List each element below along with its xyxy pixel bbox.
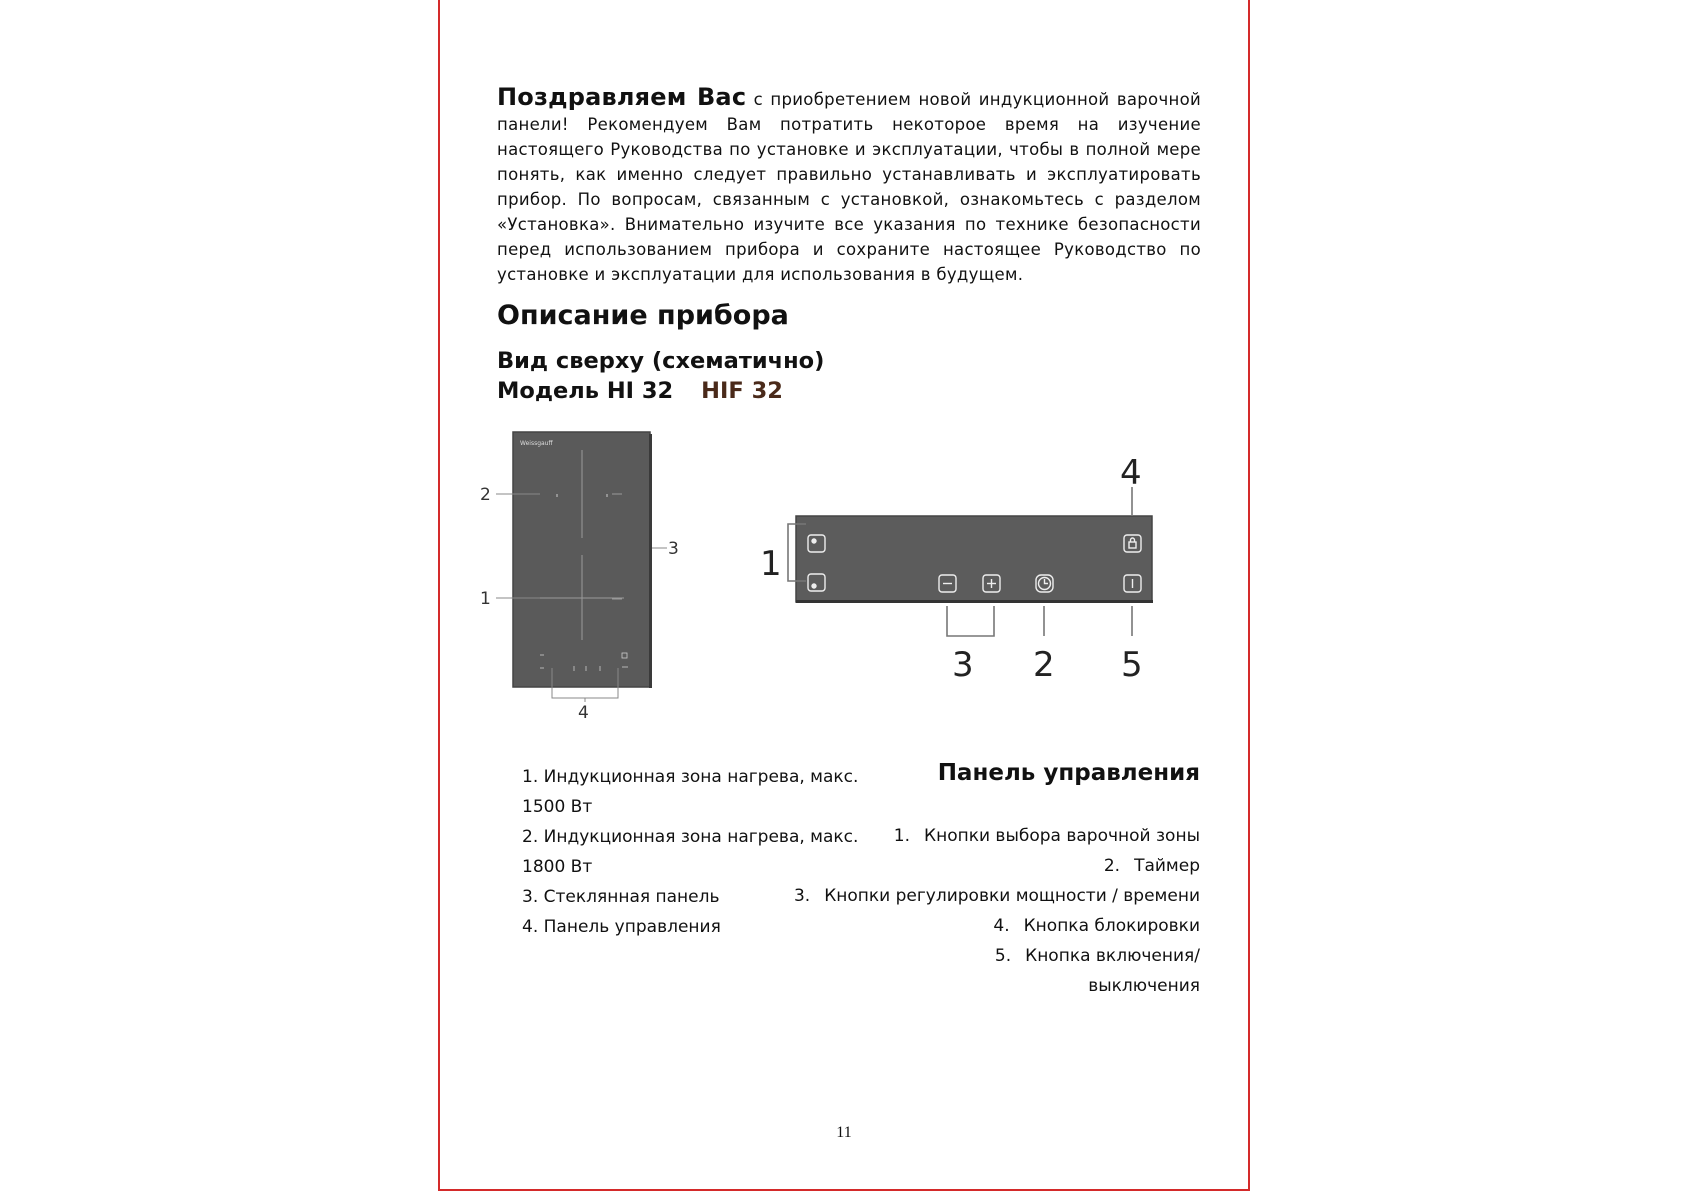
- legend-item: 1800 Вт: [522, 857, 593, 877]
- panel-legend-item: 4. Кнопка блокировки: [993, 916, 1200, 936]
- intro-lead: Поздравляем Вас: [497, 83, 747, 111]
- manual-page: [438, 0, 1250, 1191]
- legend-item: 1. Индукционная зона нагрева, макс.: [522, 767, 859, 787]
- section-title-description: Описание прибора: [497, 300, 789, 331]
- callout-2-right: 2: [1033, 645, 1055, 685]
- legend-item: 1500 Вт: [522, 797, 593, 817]
- control-panel-heading: Панель управления: [937, 760, 1200, 786]
- page-number: 11: [836, 1124, 852, 1141]
- intro-text: с приобретением новой индукционной варочной панели! Рекомендуем Вам потратить некоторое время на изучение настоящего Руководства по установке и эксплуатации, чтобы в полной мере понять, как именно следует правильно устанавливать и эксплуатировать прибор. По вопросам, связанным с установкой, ознакомьтесь с разделом «Установка». Внимательно изучите все указания по технике безопасности перед использованием прибора и сохраните настоящее Руководство по установке и эксплуатации для использования в будущем.: [497, 90, 1201, 284]
- callout-1-left: 1: [480, 589, 491, 609]
- callout-5-right: 5: [1121, 645, 1143, 685]
- panel-legend-item: 3. Кнопки регулировки мощности / времени: [793, 886, 1200, 906]
- control-panel-strip: [796, 516, 1152, 602]
- figures-svg: [440, 0, 1248, 1191]
- subtitle-top-view: Вид сверху (схематично): [497, 348, 825, 374]
- zone-dot-top: [812, 539, 816, 543]
- model-secondary: HIF 32: [701, 378, 783, 404]
- hob-edge-shadow: [649, 434, 652, 688]
- legend-item: 2. Индукционная зона нагрева, макс.: [522, 827, 859, 847]
- legend-item: 4. Панель управления: [522, 917, 721, 937]
- panel-legend-item: 1. Кнопки выбора варочной зоны: [893, 826, 1200, 846]
- panel-legend-item: выключения: [1088, 976, 1200, 996]
- callout-1-right: 1: [760, 544, 782, 584]
- hob-top-view-figure: [480, 432, 679, 723]
- panel-legend-item: 2. Таймер: [1103, 856, 1200, 876]
- callout-3-left: 3: [668, 539, 679, 559]
- model-primary: Модель HI 32: [497, 378, 674, 404]
- callout-2-left: 2: [480, 485, 491, 505]
- hob-brand-text: Weissgauff: [520, 440, 553, 447]
- callout-4-left: 4: [578, 703, 589, 723]
- legend-item: 3. Стеклянная панель: [522, 887, 720, 907]
- callout-4-right: 4: [1120, 453, 1142, 493]
- zone-dot-bottom: [812, 584, 816, 588]
- control-panel-figure: [760, 453, 1153, 685]
- control-panel-legend: [780, 821, 1200, 1001]
- panel-legend-item: 5. Кнопка включения/: [994, 946, 1200, 966]
- callout-3-right: 3: [952, 645, 974, 685]
